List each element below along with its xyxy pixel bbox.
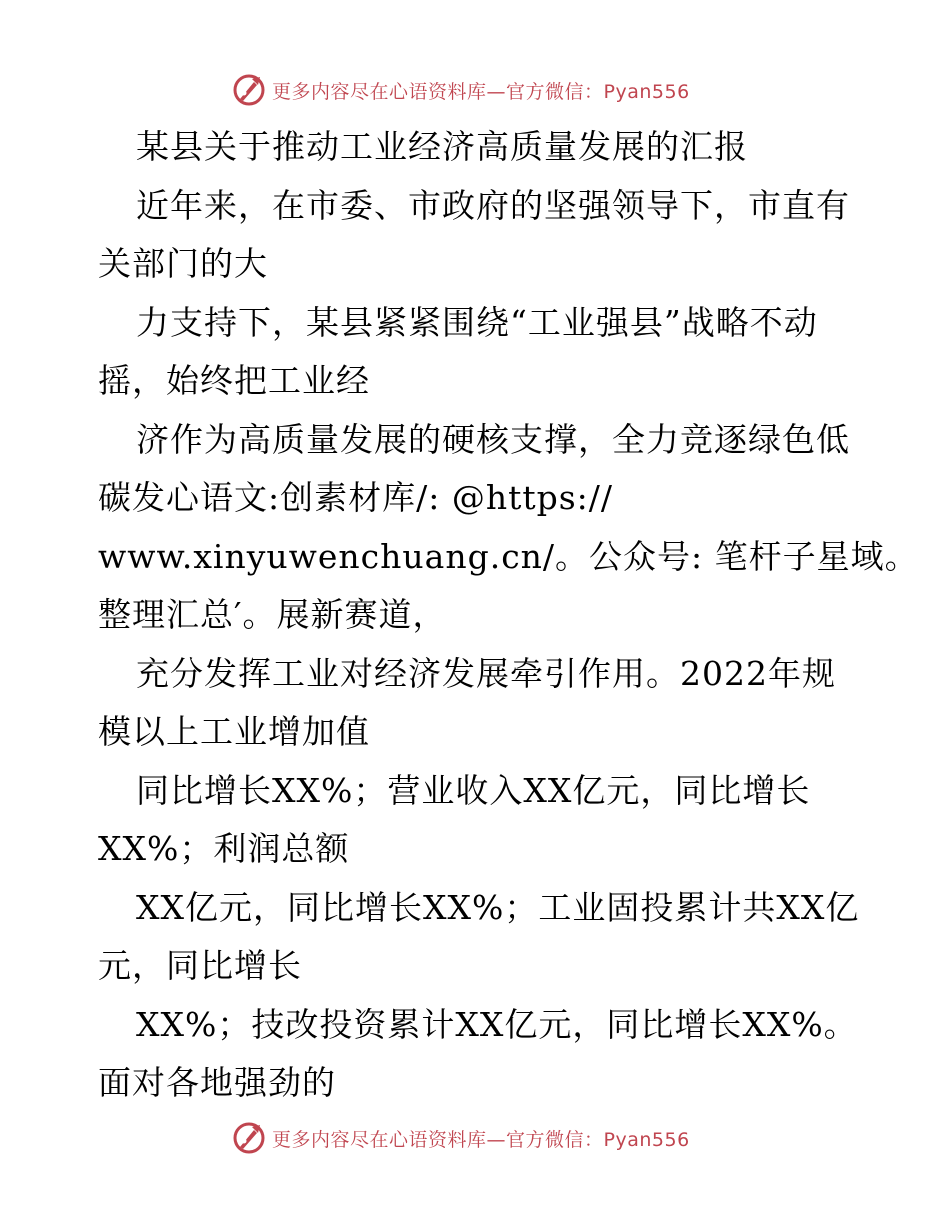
text-line: 整理汇总′。展新赛道， [98,595,447,634]
quill-circle-icon [232,73,266,107]
text-line: XX亿元，同比增长XX%；工业固投累计共XX亿 [136,887,860,927]
header-banner [232,70,732,110]
text-line: 力支持下，某县紧紧围绕“工业强县”战略不动 [136,302,818,342]
banner-text: 更多内容尽在心语资料库—官方微信：Pyan556 [272,80,690,103]
footer-banner [232,1118,732,1158]
text-line: 充分发挥工业对经济发展牵引作用。2022年规 [136,653,836,693]
document-body [98,118,919,1113]
text-line: 元，同比增长 [98,946,302,985]
text-line: 模以上工业增加值 [98,712,370,751]
text-line: 同比增长XX%；营业收入XX亿元，同比增长 [136,770,811,810]
document-title: 某县关于推动工业经济高质量发展的汇报 [136,127,748,166]
text-line: 关部门的大 [98,244,268,283]
banner-text: 更多内容尽在心语资料库—官方微信：Pyan556 [272,1128,690,1151]
text-line: XX%；技改投资累计XX亿元，同比增长XX%。 [136,1004,858,1044]
quill-circle-icon [232,1121,266,1155]
text-line: 摇，始终把工业经 [98,361,370,400]
text-line: 济作为高质量发展的硬核支撑，全力竞逐绿色低 [136,419,850,459]
text-line: XX%；利润总额 [98,829,350,868]
text-line: www.xinyuwenchuang.cn/。公众号: 笔杆子星域。 [98,536,919,576]
text-line: 面对各地强劲的 [98,1063,336,1102]
text-line: 近年来，在市委、市政府的坚强领导下，市直有 [136,185,850,225]
text-line: 碳发心语文:创素材库/: @https:// [98,478,614,517]
